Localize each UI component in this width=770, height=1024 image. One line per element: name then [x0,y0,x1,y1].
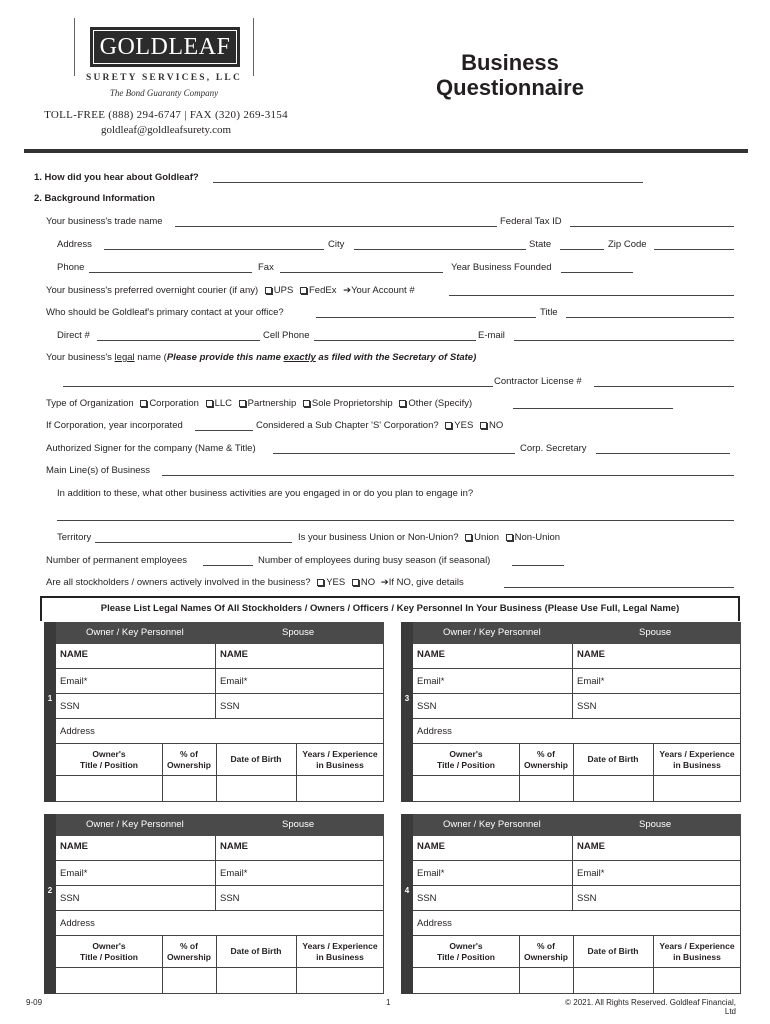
col-divider [573,744,574,802]
stockholders-no-checkbox[interactable] [352,579,359,586]
primary-contact-label: Who should be Goldleaf's primary contact at your office? [46,307,284,318]
courier-row [46,285,415,297]
detail-entry-row[interactable] [413,968,741,994]
subchapter-no-label: NO [488,420,504,431]
zip-label: Zip Code [608,239,647,250]
spouse-name-field[interactable]: NAME [577,841,605,852]
spouse-ssn-field[interactable]: SSN [220,893,240,904]
ups-label: UPS [273,285,294,296]
block-header [413,622,741,644]
years-exp-header: Years / Experience in Business [302,941,378,962]
detail-entry-row[interactable] [56,968,384,994]
trade-name-field[interactable] [175,226,497,227]
spouse-header: Spouse [639,819,672,830]
courier-label: Your business's preferred overnight courier (if any) [46,285,259,296]
block-grid [56,644,384,802]
owner-title-header: Owner's Title / Position [437,941,495,962]
owner-address-field[interactable]: Address [417,918,452,929]
personnel-block [44,622,384,802]
other-label: Other (Specify) [408,398,473,409]
ownership-pct-header: % of Ownership [167,941,211,962]
busy-emp-label: Number of employees during busy season (if seasonal) [258,555,491,566]
dob-header: Date of Birth [230,754,282,764]
state-label: State [529,239,552,250]
subchapter-yes-label: YES [454,420,474,431]
union-question: Is your business Union or Non-Union? [298,532,459,543]
other-specify-field[interactable] [513,408,673,409]
owner-title-header: Owner's Title / Position [80,749,138,770]
owner-ssn-field[interactable]: SSN [417,701,437,712]
arrow-right-icon: ➔ [380,577,389,588]
union-checkbox[interactable] [465,534,472,541]
block-number: 2 [47,886,53,895]
corporation-checkbox[interactable] [140,400,147,407]
contact-email: goldleaf@goldleafsurety.com [100,124,232,136]
spouse-header: Spouse [282,819,315,830]
year-founded-field[interactable] [561,272,633,273]
fedex-checkbox[interactable] [300,287,307,294]
years-exp-header: Years / Experience in Business [659,941,735,962]
block-number-bar [44,622,56,802]
account-field[interactable] [449,295,734,296]
ups-checkbox[interactable] [265,287,272,294]
block-number: 1 [47,694,53,703]
address-row [413,719,741,744]
contractor-field[interactable] [594,386,734,387]
stockholders-question: Are all stockholders / owners actively involved in the business? [46,577,311,588]
owner-header: Owner / Key Personnel [443,627,541,638]
header-divider [24,149,748,153]
address-label: Address [57,239,92,250]
main-lines-field[interactable] [162,475,734,476]
block-header [413,814,741,836]
name-row [56,644,384,669]
perm-emp-field[interactable] [203,565,253,566]
spouse-name-field[interactable]: NAME [220,841,248,852]
federal-tax-label: Federal Tax ID [500,216,562,227]
spouse-header: Spouse [282,627,315,638]
owner-address-field[interactable]: Address [60,918,95,929]
other-activities-field[interactable] [57,520,734,521]
col-divider [216,936,217,994]
ownership-pct-header: % of Ownership [524,941,568,962]
footer-code: 9-09 [26,998,43,1007]
territory-field[interactable] [95,542,292,543]
other-activities-label: In addition to these, what other business activities are you engaged in or do you plan to engage in? [57,488,474,499]
block-number-bar [401,622,413,802]
stockholders-yes-checkbox[interactable] [317,579,324,586]
owner-ssn-field[interactable]: SSN [60,701,80,712]
corporation-label: Corporation [149,398,199,409]
block-number-bar [44,814,56,994]
personnel-block [401,622,741,802]
sole-prop-label: Sole Proprietorship [311,398,393,409]
year-incorp-label: If Corporation, year incorporated [46,420,183,431]
email-field[interactable] [514,340,734,341]
block-grid [413,836,741,994]
email-row [413,669,741,694]
contact-title-field[interactable] [566,317,734,318]
question-1-label: 1. How did you hear about Goldleaf? [34,172,199,183]
years-exp-header: Years / Experience in Business [302,749,378,770]
address-row [413,911,741,936]
detail-entry-row[interactable] [56,776,384,802]
ssn-row [413,886,741,911]
subchapter-no-checkbox[interactable] [480,422,487,429]
page-title [400,50,620,100]
fax-label: Fax [258,262,274,273]
address-field[interactable] [104,249,324,250]
partnership-label: Partnership [247,398,297,409]
block-number-bar [401,814,413,994]
main-lines-label: Main Line(s) of Business [46,465,151,476]
state-field[interactable] [560,249,604,250]
logo-tagline: The Bond Guaranty Company [109,88,219,98]
detail-header-row [413,744,741,776]
spouse-ssn-field[interactable]: SSN [577,701,597,712]
col-divider [215,836,216,911]
cell-field[interactable] [314,340,476,341]
org-type-label: Type of Organization [46,398,134,409]
col-divider [653,936,654,994]
dob-header: Date of Birth [587,946,639,956]
spouse-email-field[interactable]: Email* [577,676,605,687]
owner-ssn-field[interactable]: SSN [417,893,437,904]
zip-field[interactable] [654,249,734,250]
arrow-right-icon: ➔ [343,285,352,296]
address-row [56,719,384,744]
fedex-label: FedEx [308,285,337,296]
llc-checkbox[interactable] [206,400,213,407]
trade-name-label: Your business's trade name [46,216,163,227]
spouse-email-field[interactable]: Email* [220,676,248,687]
address-row [56,911,384,936]
owner-address-field[interactable]: Address [417,726,452,737]
email-row [56,669,384,694]
contractor-label: Contractor License # [494,376,582,387]
owner-ssn-field[interactable]: SSN [60,893,80,904]
block-number: 4 [404,886,410,895]
federal-tax-field[interactable] [570,226,734,227]
account-label: Your Account # [351,285,415,296]
legal-mid: name ( [134,352,167,363]
col-divider [653,744,654,802]
year-incorp-field[interactable] [195,430,253,431]
direct-field[interactable] [97,340,260,341]
block-header [56,622,384,644]
legal-note-b: as filed with the Secretary of State) [315,352,477,363]
personnel-block [44,814,384,994]
name-row [413,836,741,861]
col-divider [572,644,573,719]
stockholders-list-header: Please List Legal Names Of All Stockholders / Owners / Officers / Key Personnel In Your Business (Please Use Full, Legal Name) [40,596,740,621]
spouse-email-field[interactable]: Email* [577,868,605,879]
owner-header: Owner / Key Personnel [443,819,541,830]
personnel-block [401,814,741,994]
block-header [56,814,384,836]
signer-field[interactable] [273,453,515,454]
title-line-1: Business [461,50,559,75]
email-row [56,861,384,886]
owner-email-field[interactable]: Email* [60,676,88,687]
year-founded-label: Year Business Founded [451,262,552,273]
dob-header: Date of Birth [587,754,639,764]
legal-note-a: Please provide this name [166,352,284,363]
ssn-row [56,694,384,719]
owner-header: Owner / Key Personnel [86,819,184,830]
detail-header-row [413,936,741,968]
col-divider [215,644,216,719]
col-divider [573,936,574,994]
detail-header-row [56,936,384,968]
non-union-label: Non-Union [514,532,561,543]
llc-label: LLC [214,398,233,409]
union-row [298,532,560,544]
cell-label: Cell Phone [263,330,310,341]
col-divider [519,744,520,802]
contact-phone: TOLL-FREE (888) 294-6747 | FAX (320) 269-3154 [44,109,288,121]
ownership-pct-header: % of Ownership [524,749,568,770]
subchapter-yes-checkbox[interactable] [445,422,452,429]
col-divider [162,744,163,802]
phone-field[interactable] [89,272,252,273]
dob-header: Date of Birth [230,946,282,956]
logo-surety-text: SURETY SERVICES, LLC [85,73,243,83]
primary-contact-field[interactable] [316,317,536,318]
legal-pre: Your business's [46,352,115,363]
spouse-name-field[interactable]: NAME [577,649,605,660]
corp-sec-field[interactable] [596,453,730,454]
block-number: 3 [404,694,410,703]
col-divider [296,936,297,994]
footer-copyright: © 2021. All Rights Reserved. Goldleaf Financial, Ltd [565,998,736,1016]
col-divider [572,836,573,911]
city-label: City [328,239,345,250]
owner-title-header: Owner's Title / Position [437,749,495,770]
owner-email-field[interactable]: Email* [417,676,445,687]
legal-name-label [46,352,476,364]
detail-header-row [56,744,384,776]
spouse-ssn-field[interactable]: SSN [577,893,597,904]
question-1-field[interactable] [213,182,643,183]
busy-emp-field[interactable] [512,565,564,566]
city-field[interactable] [354,249,526,250]
owner-header: Owner / Key Personnel [86,627,184,638]
corp-sec-label: Corp. Secretary [520,443,587,454]
spouse-name-field[interactable]: NAME [220,649,248,660]
legal-word: legal [114,352,135,363]
other-checkbox[interactable] [399,400,406,407]
contact-title-label: Title [540,307,558,318]
ownership-pct-header: % of Ownership [167,749,211,770]
owner-email-field[interactable]: Email* [417,868,445,879]
page-number: 1 [386,998,391,1007]
org-type-row [46,398,472,410]
years-exp-header: Years / Experience in Business [659,749,735,770]
non-union-checkbox[interactable] [506,534,513,541]
signer-label: Authorized Signer for the company (Name & Title) [46,443,256,454]
email-row [413,861,741,886]
owner-title-header: Owner's Title / Position [80,941,138,962]
perm-emp-label: Number of permanent employees [46,555,187,566]
question-2-label: 2. Background Information [34,193,155,204]
goldleaf-logo: GOLDLEAF [90,27,240,67]
col-divider [519,936,520,994]
spouse-ssn-field[interactable]: SSN [220,701,240,712]
ssn-row [56,886,384,911]
fax-field[interactable] [280,272,443,273]
sole-prop-checkbox[interactable] [303,400,310,407]
detail-entry-row[interactable] [413,776,741,802]
spouse-email-field[interactable]: Email* [220,868,248,879]
union-label: Union [474,532,499,543]
subchapter-label: Considered a Sub Chapter 'S' Corporation? [256,420,439,431]
partnership-checkbox[interactable] [239,400,246,407]
stockholders-no-label: NO [360,577,376,588]
stockholders-yes-label: YES [326,577,346,588]
email-label: E-mail [478,330,505,341]
col-divider [296,744,297,802]
name-row [413,644,741,669]
owner-email-field[interactable]: Email* [60,868,88,879]
name-row [56,836,384,861]
legal-note-exactly: exactly [283,352,316,363]
owner-address-field[interactable]: Address [60,726,95,737]
owner-name-field[interactable]: NAME [60,649,88,660]
ssn-row [413,694,741,719]
phone-label: Phone [57,262,85,273]
block-grid [56,836,384,994]
if-no-label: If NO, give details [388,577,464,588]
title-line-2: Questionnaire [436,75,584,100]
block-grid [413,644,741,802]
direct-label: Direct # [57,330,90,341]
stockholders-row [46,577,464,589]
owner-name-field[interactable]: NAME [417,841,445,852]
legal-name-field[interactable] [63,386,493,387]
territory-label: Territory [57,532,92,543]
spouse-header: Spouse [639,627,672,638]
if-no-details-field[interactable] [504,587,734,588]
subchapter-row [256,420,503,432]
owner-name-field[interactable]: NAME [60,841,88,852]
owner-name-field[interactable]: NAME [417,649,445,660]
col-divider [162,936,163,994]
col-divider [216,744,217,802]
